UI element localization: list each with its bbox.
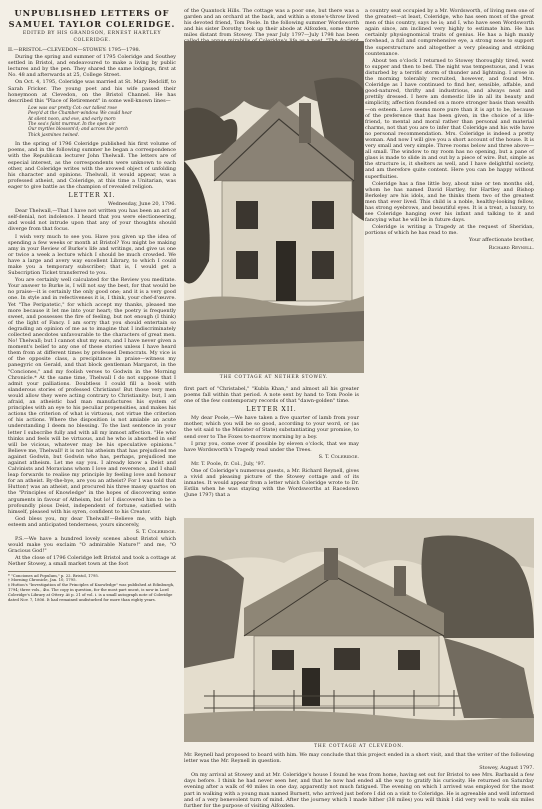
letter-heading: LETTER XI. xyxy=(68,192,116,200)
letter-paragraph: I wish very much to see you. Have you given up the idea of spending a few weeks or month at Bristol? You might be making amy in your Review of Burke's life and writings, and give us one or twice a week a lecture which I should be much crowded. We have a large and avery way excellent Library, to which I could make you a temporary subscriber; that is, I would get a Subscription Ticket transferred to you. xyxy=(8,233,176,277)
bottom-text xyxy=(184,752,534,809)
right-paragraph: About ten o'clock I returned to Stowey thoroughly tired, went to supper and then to bed. The night was tempestuous, and I was disturbed by a terrific storm of thunder and lightning. I arose in the morning tolerably recruited, however, and found Mrs. Coleridge as I have continued to find her, sensible, affable, and good-natured, thrifty and industrious, and always neat and prettily dressed. I here am domestic life in all its beauty and simplicity, affection founded on a more stronger basis than wealth—on esteem. Love seems more pure than it is apt to be, because of the preference that has been given, in the choice of a life-friend, to mental and moral rather than personal and material charms, not that you are to infer that Coleridge and his wife have no personal recommendation. Mrs. Coleridge is indeed a pretty woman. And now I will give you a short account of the house. It is very small and very simple. Three rooms below and three above—all small. The window to my room has no opening, but a pane of glass is made to slide in and out by a piece of wire. But, simple as the structure is, it shelters as well, and I have delightful society, and am therefore quite content. Here you can be happy without superfluities. xyxy=(365,57,534,180)
cottage-engraving xyxy=(184,41,364,373)
poem-line: The sea's faint murmur. In the open air xyxy=(28,122,116,128)
letter-paragraph: God bless you, my dear Thelwall!—Believe me, with high esteem and anticipated tenderness, yours sincerely, xyxy=(8,515,176,528)
right-paragraph: a country seat occupied by a Mr. Wordsworth, of living men one of the greatest—at least, Coleridge, who has seen most of the great men of this country, says he is; and I, who have seen Wordsworth again since, am inclined very highly to estimate him. He has certainly physiognomical traits of genius. He has a high manly forehead, a full and comprehensive eye, a strong nose to support the superstructure and altogether a very pleasing and striking countenance. xyxy=(365,8,534,57)
article-title: UNPUBLISHED LETTERS OF SAMUEL TAYLOR COLERIDGE. xyxy=(8,8,176,29)
right-column xyxy=(365,8,534,408)
letter-signature: S. T. Coleridge. xyxy=(135,529,176,535)
letter-closing: Your affectionate brother, xyxy=(469,237,534,244)
poem-excerpt xyxy=(28,106,176,138)
letter-heading: LETTER XII. xyxy=(246,406,297,414)
letter-paragraph: On my arrival at Stowey and at Mr. Coleridge's house I found he was from home, having set out for Bristol to see Mrs. Barbauld a few days before. I think he had never seen her, and that he now had ended all the way to gratify his curiosity. He returned on Saturday evening after a walk of 40 miles in one day, apparently not much fatigued. The evening on which I arrived was employed for the most part in walking with a young man named Burnett, who arrived just before I did on a visit to Coleridge. He is agreeable and well informed and of a very benevolent turn of mind. After the journey which I made hither (38 miles) you will think I did very well to walk six miles further for the purpose of visiting Alfoxden. xyxy=(184,772,534,809)
poem-line: Peep'd at the Chamber-window. We could hear xyxy=(28,111,132,117)
footnote: † Morning Chronicle, Jan. 10, 1795. xyxy=(8,577,77,583)
letter-postscript: P.S.—We have a hundred lovely scenes about Bristol which would make you exclaim "O admirable Nature!" and me, "O Gracious God!" xyxy=(8,536,176,555)
poem-line: Our myrtles blossom'd; and across the porch xyxy=(28,127,128,133)
footnotes xyxy=(8,571,176,603)
section-heading: II.—BRISTOL—CLEVEDON—STOWEY: 1795—1798. xyxy=(8,47,141,53)
letter-paragraph: My dear Poole,—We have taken a five quarter of lamb from your mother, which you will be so good, according to your word, or (as the wit said to the Minister of State) substantiating your promise, to send over to The Foxes to-morrow morning by a boy. xyxy=(184,415,359,440)
mid-paragraph: One of Coleridge's numerous guests, a Mr. Richard Reynell, gives a vivid and pleasing picture of the Stowey cottage and of its inmates. It would appear from a letter which Coleridge wrote to Dr. Estlin when he was staying with the Wordsworths at Racedown (June 1797) that a xyxy=(184,468,359,499)
left-column xyxy=(8,8,176,792)
poem-line: Low was our pretty Cot: our tallest rose xyxy=(28,105,118,111)
mid-column-continued xyxy=(184,386,359,526)
illustration-nether-stowey xyxy=(184,41,364,381)
letter-paragraph: You are certainly well calculated for the Review you meditate. Your answer to Burke is, I will not say the best, for that would be no praise—it is certainly the only good one; and it is a very good one. In style and in refectiveness it is, I think, your chef-d'œuvre. Yet "The Peripatetic," for which accept my thanks, pleased me more because it let me into your heart; the poetry is frequently sweet, and possesses the fire of feeling, but not enough (I think) of the light of Fancy. I am sorry that you should entertain so degrading an opinion of me as to imagine that I indiscriminately collected anecdotes unfavourable to the characters of great men. No! Thelwall; but I cannot shut my ears, and I have never given a moment's belief to any one of these stories unless I have heard them from at different times by professed Democrats. My vice is of the opposite class, a precipitance in praise—witness my panegyric on Gerald, and that block gentleman Margarot, in the "Conciones," and my foolish verses to Godwin in the Morning Chronicle.* At the same time, Thelwall I do not suppose that I admit your palliations. Doubtless I could fill a book with slanderous stories of professed Christians! But those very men would allow they were acting contrary to Christianity: but, I am afraid, an atheistic bad man manufactures his system of principles with an eye to his peculiar propensities, and makes his actions the criterion of what is virtuous, not virtue the criterion of his actions. Where the disposition is not amiable an acute understanding I deem no blessing. To the last sentence in your letter I subscribe fully and with all my inmost affection. "He who thinks and feels will be virtuous, and he who is absorbed in self will be vicious, whatever may be his speculative opinions." Believe me, Thelwall! it is not his atheism that has prejudiced me against Godwin, but Godwin who has, perhaps, prejudiced me against atheism. Let me say you. I already know a Deist and Calvinists and Moravians whom I love and reverence, and I shall leap forwards to realise my principle by feeling love and honour for an atheist. By-the-bye, are you an atheist? For I was told that Hutton† was an atheist, and procured his three massy quartos on the "Principles of Knowledge" in the hopes of discovering some arguments in favour of Atheism, but lo! I discovered him to be a profoundly pious Deist, independent of fortune, satisfied with himself, pleased with his syren, confident to his Creator. xyxy=(8,277,176,515)
left-paragraph: In the spring of 1796 Coleridge published his first volume of poems, and in the following summer he began a correspondence with the Republican lecturer John Thelwall. The letters are of especial interest, as the correspondents were unknown to each other, and Coleridge writes with the avowed object of unfolding his character and opinions. Thelwall, it would appear, was a professed atheist, and Coleridge, at this time a Unitarian, was eager to give battle as the champion of revealed religion. xyxy=(8,141,176,190)
right-paragraph: Coleridge has a fine little boy, about nine or ten months old, whom he has named David Hartley, for Hartley and Bishop Berkeley are his idols, and he thinks them two of the greatest men that ever lived. This child is a noble, healthy-looking fellow, has strong eyebrows, and beautiful eyes. It is a treat, a luxury, to see Coleridge hanging over his infant and talking to it and fancying what he will be in future days. xyxy=(365,180,534,224)
clevedon-engraving xyxy=(184,518,534,742)
poem-line: At silent noon, and eve, and early morn xyxy=(28,116,116,122)
mid-paragraph: of the Quantock Hills. The cottage was a poor one, but there was a garden and an orchard at the back, and within a stone's-throw lived his devoted friend, Tom Poole. In the following summer Wordsworth and his sister Dorothy took up their abode at Alfoxden, some three miles distant from Stowey. The year July 1797—July 1798 has been xyxy=(184,8,359,39)
letter-dateline: Stowey, August 1797. xyxy=(479,765,534,772)
left-paragraph: At the close of 1796 Coleridge left Bristol and took a cottage at Nether Stowey, a small market town at the foot xyxy=(8,555,176,568)
left-paragraph: During the spring and summer of 1795 Coleridge and Southey settled in Bristol, and endeavoured to make a living by public lectures and by the pen. They shared the same lodgings, first at No. 48 and afterwards at 25, College Street. xyxy=(8,54,176,79)
illustration-caption: THE COTTAGE AT CLEVEDON. xyxy=(314,744,404,749)
mid-paragraph: Mr. Reynell had proposed to board with him. We may conclude that this project ended in a short visit, and that the writer of the following letter was the Mr. Reynell in question. xyxy=(184,752,534,765)
letter-signature: S. T. Coleridge. xyxy=(318,453,359,460)
poem-line: Thick jasmines twined. xyxy=(28,132,80,138)
letter-signature: Richard Reynell. xyxy=(488,244,534,251)
footnote: * "Conciones ad Populum," p. 22. Bristol, 1795. xyxy=(8,572,100,578)
illustration-caption: THE COTTAGE AT NETHER STOWEY. xyxy=(219,375,329,380)
mid-paragraph: first part of "Christabel," "Kubla Khan," and almost all his greater poems fall within that period. A note sent by hand to Tom Poole is one of the few contemporary records of that "dawn-golden" time. xyxy=(184,386,359,405)
letter-dateline: Wednesday, June 20, 1796. xyxy=(107,201,176,208)
left-paragraph: On Oct. 4, 1795, Coleridge was married at St. Mary Redcliff, to Sarah Fricker. The young poet and his wife passed their honeymoon at Clevedon, on the Bristol Channel. He has described this "Place of Retirement" in some well-known lines— xyxy=(8,79,176,104)
magazine-page xyxy=(8,8,534,809)
right-paragraph: Coleridge is writing a Tragedy at the request of Sheridan, portions of which he has read to me. xyxy=(365,224,534,237)
article-subtitle: EDITED BY HIS GRANDSON, ERNEST HARTLEY COLERIDGE. xyxy=(22,31,162,43)
illustration-clevedon xyxy=(184,518,534,750)
letter-paragraph: I pray you, come over if possible by eleven o'clock, that we may have Wordsworth's Tragedy read under the Trees. xyxy=(184,440,359,453)
letter-paragraph: Dear Thelwall,—That I have not written you has been an act of self-denial, not indolence. I heard that you were electioneering, and would not intrude upon that any of your thoughts should diverge from that focus. xyxy=(8,208,176,233)
footnote: ‡ Hutton's "Investigation of the Principles of Knowledge" was published at Edinburgh, 1794; three vols., 4to. The copy in question, for the most part uncut, is now in Lord Coleridge's Library at Ottery. At p. 21 of vol. i. is a small autograph note of Coleridge dated Nov. 7, 1806. It had remained undisturbed for more than eighty years. xyxy=(8,582,175,602)
letter-postmark: Mr. T. Poole, fr. Col., July, '97. xyxy=(191,460,266,467)
